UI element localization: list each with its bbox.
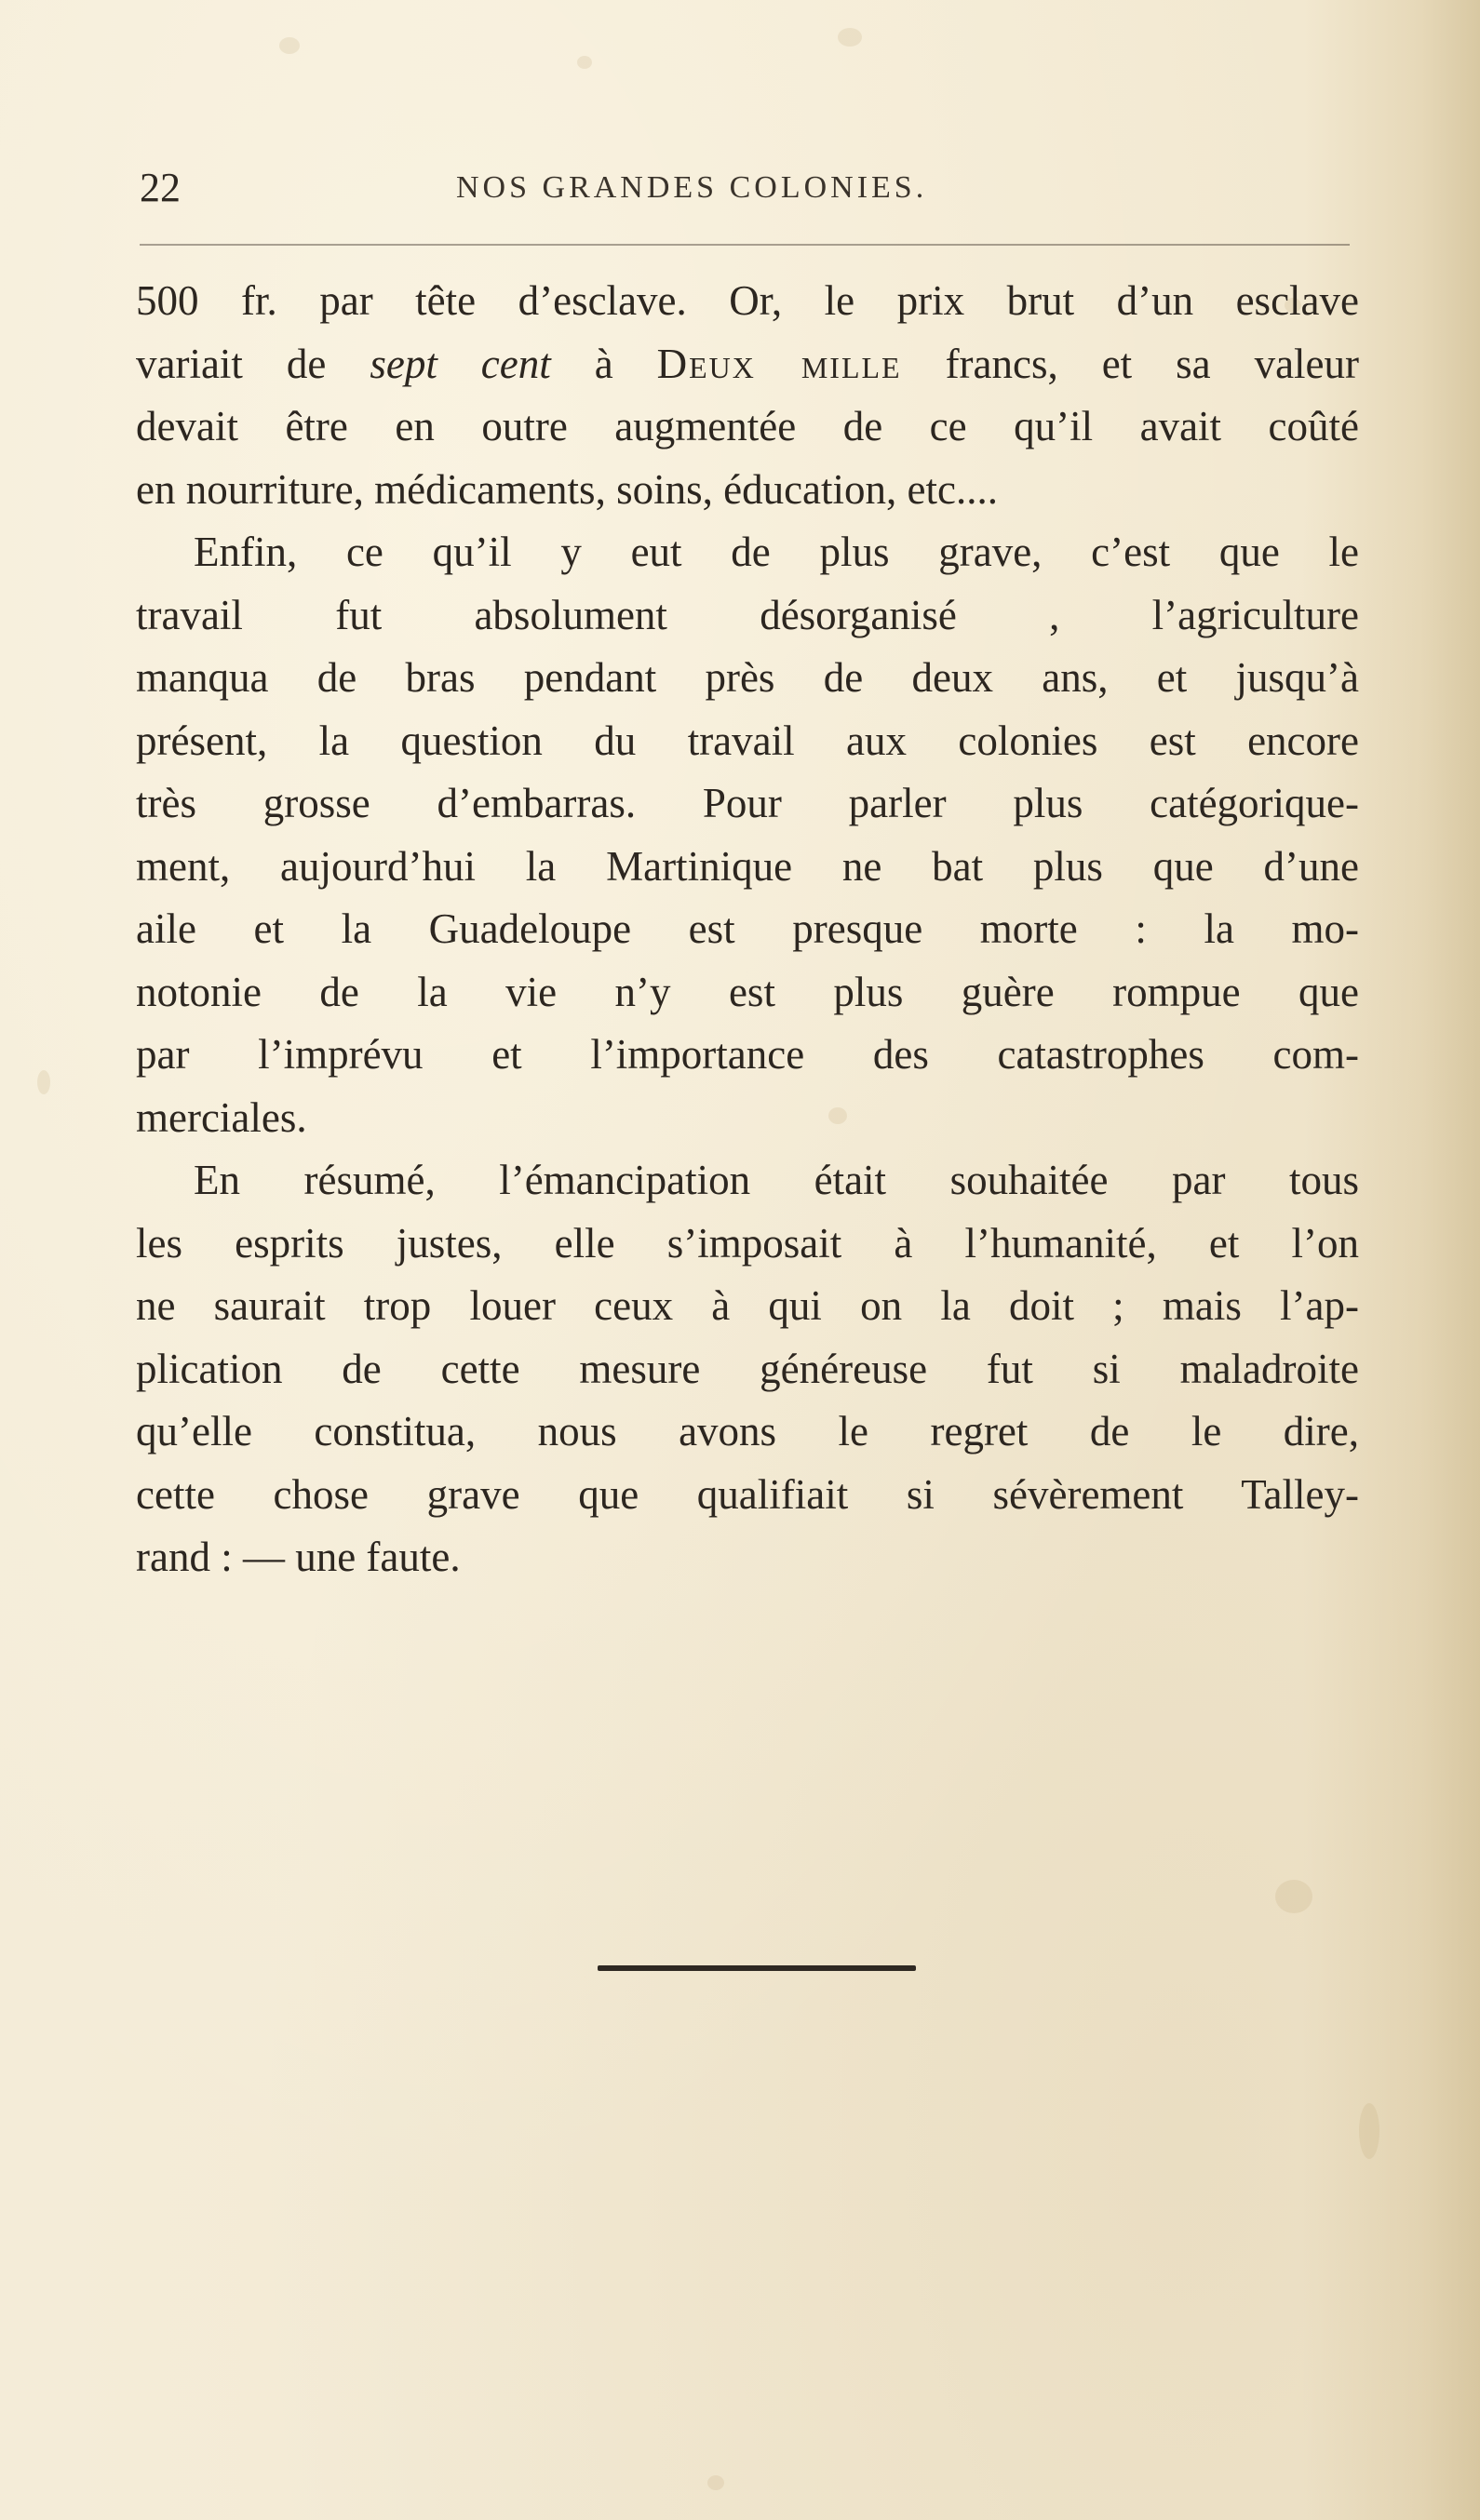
text-line: rand : — une faute. [136, 1534, 461, 1580]
foxing-spot [1275, 1880, 1312, 1913]
text-line: manqua de bras pendant près de deux ans, et jusqu’à [136, 654, 1359, 701]
text-line: cette chose grave que qualifiait si sévèrement Talley- [136, 1470, 1359, 1518]
end-rule [598, 1965, 916, 1971]
text-line: travail fut absolument désorganisé , l’agriculture [136, 591, 1359, 638]
body-text [136, 270, 1359, 1589]
text-line: les esprits justes, elle s’imposait à l’humanité, et l’on [136, 1219, 1359, 1267]
foxing-spot [577, 56, 592, 69]
text-line: aile et la Guadeloupe est presque morte : la mo- [136, 905, 1359, 952]
paragraph-start-line: En résumé, l’émancipation était souhaitée par tous [194, 1157, 1359, 1203]
foxing-spot [838, 28, 862, 47]
text-line: ne saurait trop louer ceux à qui on la doit ; mais l’ap- [136, 1282, 1359, 1329]
foxing-spot [707, 2475, 724, 2490]
text-line: devait être en outre augmentée de ce qu’il avait coûté [136, 403, 1359, 449]
text-line: variait de sept cent à Deux mille francs, et sa valeur [136, 340, 1359, 387]
page-header [140, 160, 1350, 216]
page-number: 22 [140, 165, 181, 210]
smallcaps-phrase: Deux mille [656, 340, 902, 387]
text-line: présent, la question du travail aux colonies est encore [136, 717, 1359, 764]
text-line: ment, aujourd’hui la Martinique ne bat plus que d’une [136, 842, 1359, 890]
paragraph-start-line: Enfin, ce qu’il y eut de plus grave, c’est que le [194, 529, 1359, 575]
text-line: merciales. [136, 1093, 307, 1141]
italic-phrase: sept cent [370, 340, 551, 387]
text-line: notonie de la vie n’y est plus guère rompue que [136, 968, 1359, 1015]
text-line: qu’elle constitua, nous avons le regret de le dire, [136, 1408, 1359, 1454]
header-rule [140, 244, 1350, 246]
foxing-spot [279, 37, 300, 54]
text-line: en nourriture, médicaments, soins, éducation, etc.... [136, 465, 998, 513]
text-line: 500 fr. par tête d’esclave. Or, le prix brut d’un esclave [136, 277, 1359, 324]
running-head: NOS GRANDES COLONIES. [456, 170, 928, 205]
foxing-spot [1359, 2103, 1379, 2159]
text-line: plication de cette mesure généreuse fut si maladroite [136, 1345, 1359, 1392]
text-line: par l’imprévu et l’importance des catastrophes com- [136, 1031, 1359, 1078]
foxing-spot [37, 1070, 50, 1094]
text-line: très grosse d’embarras. Pour parler plus catégorique- [136, 780, 1359, 826]
